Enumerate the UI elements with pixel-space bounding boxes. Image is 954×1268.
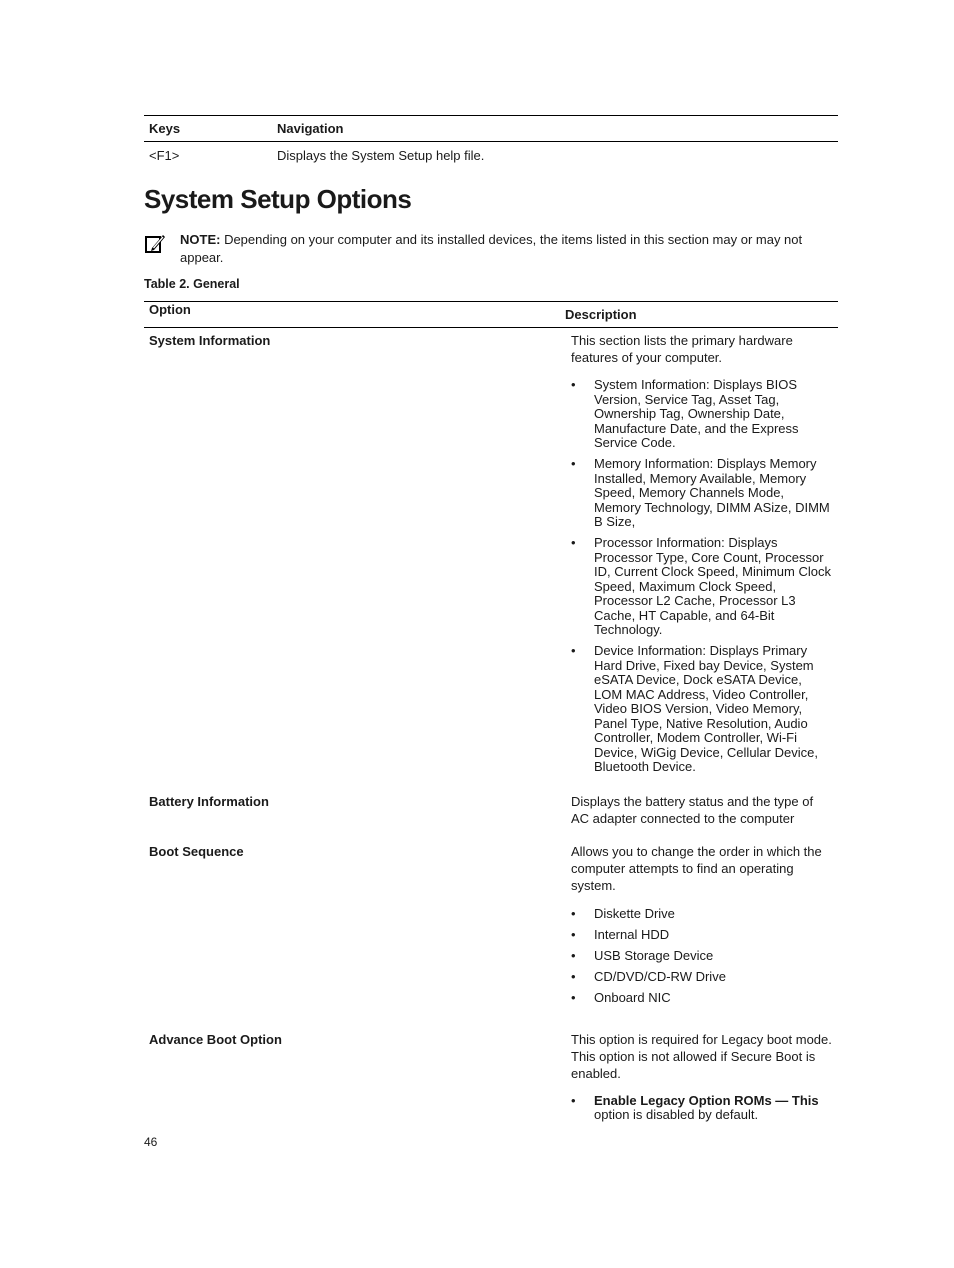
option-cell: Advance Boot Option <box>149 1031 282 1047</box>
header-navigation: Navigation <box>272 116 838 142</box>
table-row <box>144 1027 838 1137</box>
option-cell: Battery Information <box>149 793 269 809</box>
boot-device-list <box>571 906 833 1005</box>
list-item: • Onboard NIC <box>571 990 833 1005</box>
option-cell: System Information <box>149 333 271 348</box>
navigation-cell: Displays the System Setup help file. <box>277 147 485 163</box>
general-options-table <box>144 301 838 1137</box>
table-row <box>144 789 838 839</box>
description-cell <box>560 789 838 839</box>
table-caption: Table 2. General <box>144 277 240 291</box>
description-text: Displays the battery status and the type of AC adapter connected to the computer <box>571 793 814 826</box>
table-row <box>144 328 838 789</box>
note-text <box>180 231 820 267</box>
note-label: NOTE: <box>180 232 221 247</box>
header-option: Option <box>144 302 560 328</box>
option-cell: Boot Sequence <box>149 843 244 859</box>
list-item: • Diskette Drive <box>571 906 833 921</box>
table-row <box>144 839 838 1027</box>
list-item: • Internal HDD <box>571 927 833 942</box>
description-text: This section lists the primary hardware features of your computer. <box>571 333 793 365</box>
list-item <box>571 1094 833 1123</box>
header-description: Description <box>560 302 838 328</box>
list-item: • Memory Information: Displays Memory Installed, Memory Available, Memory Speed, Memory Channels Mode, Memory Technology, DIMM ASize, DIMM B Size, <box>571 457 833 530</box>
description-cell <box>560 328 838 789</box>
feature-list <box>571 378 833 775</box>
list-item: • CD/DVD/CD-RW Drive <box>571 969 833 984</box>
list-item: • Device Information: Displays Primary Hard Drive, Fixed bay Device, System eSATA Device, Dock eSATA Device, LOM MAC Address, Video Controller, Video BIOS Version, Video Memory, Panel Type, Native Resolution, Audio Controller, Modem Controller, Wi-Fi Device, WiGig Device, Cellular Device, Bluetooth Device. <box>571 644 833 775</box>
note-body: Depending on your computer and its installed devices, the items listed in this section may or may not appear. <box>180 232 803 265</box>
description-text: Allows you to change the order in which the computer attempts to find an operating system. <box>571 843 822 893</box>
navigation-keys-table <box>144 115 838 168</box>
list-item: • System Information: Displays BIOS Version, Service Tag, Asset Tag, Ownership Tag, Ownership Date, Manufacture Date, and the Express Service Code. <box>571 378 833 451</box>
description-text: This option is required for Legacy boot mode. This option is not allowed if Secure Boot is enabled. <box>571 1031 832 1081</box>
section-title: System Setup Options <box>144 184 412 214</box>
note-pencil-icon <box>144 233 166 255</box>
header-keys: Keys <box>144 116 272 142</box>
list-item-text: option is disabled by default. <box>594 1107 759 1122</box>
list-item: • USB Storage Device <box>571 948 833 963</box>
list-item-bold: Enable Legacy Option ROMs — This <box>594 1092 819 1108</box>
list-item: • Processor Information: Displays Processor Type, Core Count, Processor ID, Current Clock Speed, Minimum Clock Speed, Maximum Clock Speed, Processor L2 Cache, Processor L3 Cache, HT Capable, and 64-Bit Technology. <box>571 536 833 638</box>
description-cell <box>560 1027 838 1137</box>
description-cell <box>560 839 838 1027</box>
table-row <box>144 142 838 169</box>
advance-option-list <box>571 1094 833 1123</box>
key-cell: <F1> <box>149 147 180 163</box>
page-number: 46 <box>144 1135 158 1149</box>
